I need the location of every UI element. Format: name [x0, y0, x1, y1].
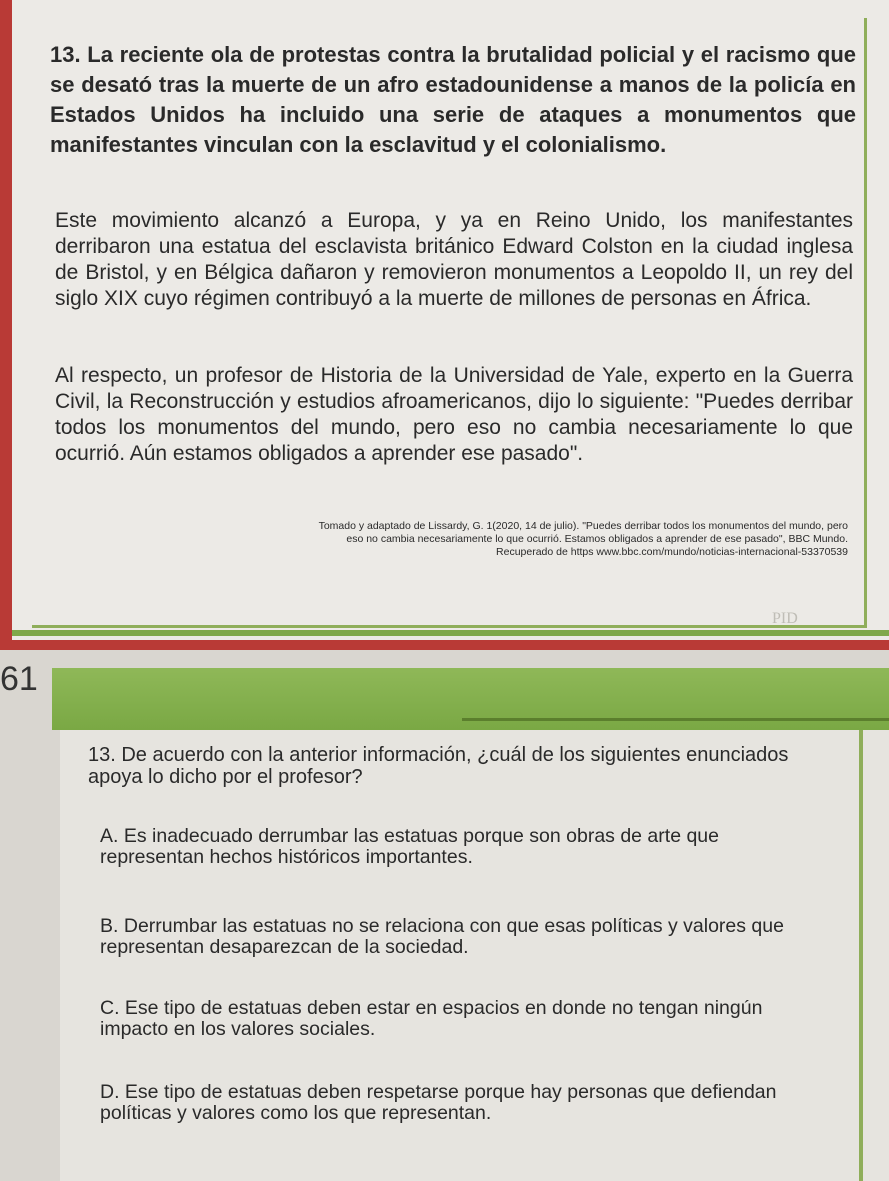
- option-a[interactable]: [100, 826, 826, 868]
- option-b[interactable]: [100, 916, 826, 958]
- band-underline: [462, 718, 889, 721]
- citation-line: eso no cambia necesariamente lo que ocurrió. Estamos obligados a aprender de ese pasado", BBC Mundo.: [346, 533, 848, 545]
- option-text: Ese tipo de estatuas deben estar en espacios en donde no tengan ningún impacto en los valores sociales.: [100, 997, 763, 1040]
- card-bottom-border: [0, 640, 889, 650]
- option-c[interactable]: [100, 998, 826, 1040]
- card-green-stripe: [12, 630, 889, 636]
- context-paragraph-2: Al respecto, un profesor de Historia de la Universidad de Yale, experto en la Guerra Civil, la Reconstrucción y estudios afroamericanos, dijo lo siguiente: "Puedes derribar todos los monumentos del mundo, pero eso no cambia necesariamente lo que ocurrió. Aún estamos obligados a aprender ese pasado".: [55, 364, 853, 465]
- watermark-text: PID: [772, 610, 798, 627]
- section-header-band: [52, 668, 889, 730]
- question-card-border: [859, 730, 863, 1181]
- option-letter: B.: [100, 915, 119, 937]
- source-citation: [60, 520, 848, 559]
- page-number: 61: [0, 660, 38, 698]
- option-letter: C.: [100, 997, 120, 1019]
- question-text: 13. De acuerdo con la anterior información, ¿cuál de los siguientes enunciados apoya lo dicho por el profesor?: [88, 744, 789, 788]
- option-text: Es inadecuado derrumbar las estatuas porque son obras de arte que representan hechos históricos importantes.: [100, 825, 719, 868]
- option-text: Derrumbar las estatuas no se relaciona con que esas políticas y valores que representan desaparezcan de la sociedad.: [100, 915, 784, 958]
- option-text: Ese tipo de estatuas deben respetarse porque hay personas que defiendan políticas y valores como los que representan.: [100, 1081, 777, 1124]
- context-paragraph-1: Este movimiento alcanzó a Europa, y ya en Reino Unido, los manifestantes derribaron una estatua del esclavista británico Edward Colston en la ciudad inglesa de Bristol, y en Bélgica dañaron y removieron monumentos a Leopoldo II, un rey del siglo XIX cuyo régimen contribuyó a la muerte de millones de personas en África.: [55, 209, 853, 310]
- option-letter: A.: [100, 825, 119, 847]
- question-intro: 13. La reciente ola de protestas contra la brutalidad policial y el racismo que se desató tras la muerte de un afro estadounidense a manos de la policía en Estados Unidos ha incluido una serie de ataques a monumentos que manifestantes vinculan con la esclavitud y el colonialismo.: [50, 42, 856, 157]
- citation-line: Recuperado de https www.bbc.com/mundo/noticias-internacional-53370539: [496, 546, 848, 558]
- card-left-border: [0, 0, 12, 650]
- option-d[interactable]: [100, 1082, 826, 1124]
- citation-line: Tomado y adaptado de Lissardy, G. 1(2020, 14 de julio). "Puedes derribar todos los monumentos del mundo, pero: [318, 520, 848, 532]
- option-letter: D.: [100, 1081, 120, 1103]
